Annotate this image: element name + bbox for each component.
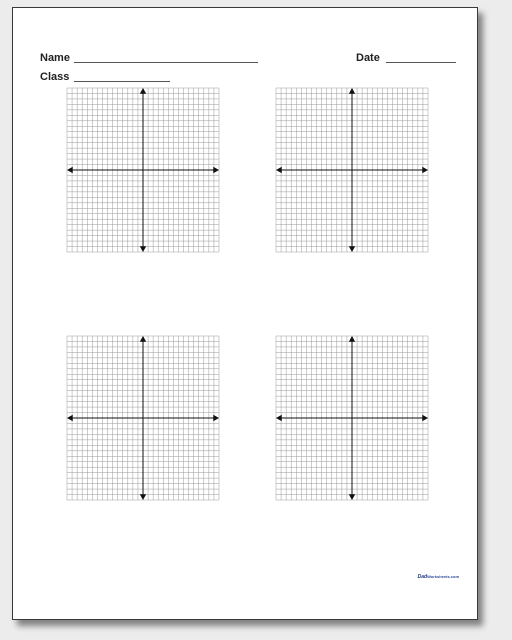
worksheet-page [12, 7, 478, 620]
class-line[interactable] [74, 81, 170, 82]
date-line[interactable] [386, 62, 456, 63]
x-axis-left-arrow [67, 415, 73, 421]
brand-logo: DadWorksheets.com [417, 574, 459, 580]
y-axis-down-arrow [140, 494, 146, 500]
y-axis-down-arrow [349, 246, 355, 252]
name-line[interactable] [74, 62, 258, 63]
x-axis-right-arrow [213, 415, 219, 421]
y-axis-up-arrow [140, 336, 146, 342]
name-label: Name [40, 52, 70, 64]
coordinate-grid-3 [65, 334, 221, 502]
y-axis-up-arrow [349, 88, 355, 94]
x-axis-left-arrow [67, 167, 73, 173]
x-axis-right-arrow [422, 415, 428, 421]
y-axis-up-arrow [140, 88, 146, 94]
x-axis-left-arrow [276, 167, 282, 173]
x-axis-left-arrow [276, 415, 282, 421]
coordinate-grid-4 [274, 334, 430, 502]
coordinate-grid-1 [65, 86, 221, 254]
class-label: Class [40, 71, 70, 83]
y-axis-down-arrow [140, 246, 146, 252]
x-axis-right-arrow [213, 167, 219, 173]
date-label: Date [356, 52, 380, 64]
y-axis-down-arrow [349, 494, 355, 500]
coordinate-grid-2 [274, 86, 430, 254]
y-axis-up-arrow [349, 336, 355, 342]
x-axis-right-arrow [422, 167, 428, 173]
